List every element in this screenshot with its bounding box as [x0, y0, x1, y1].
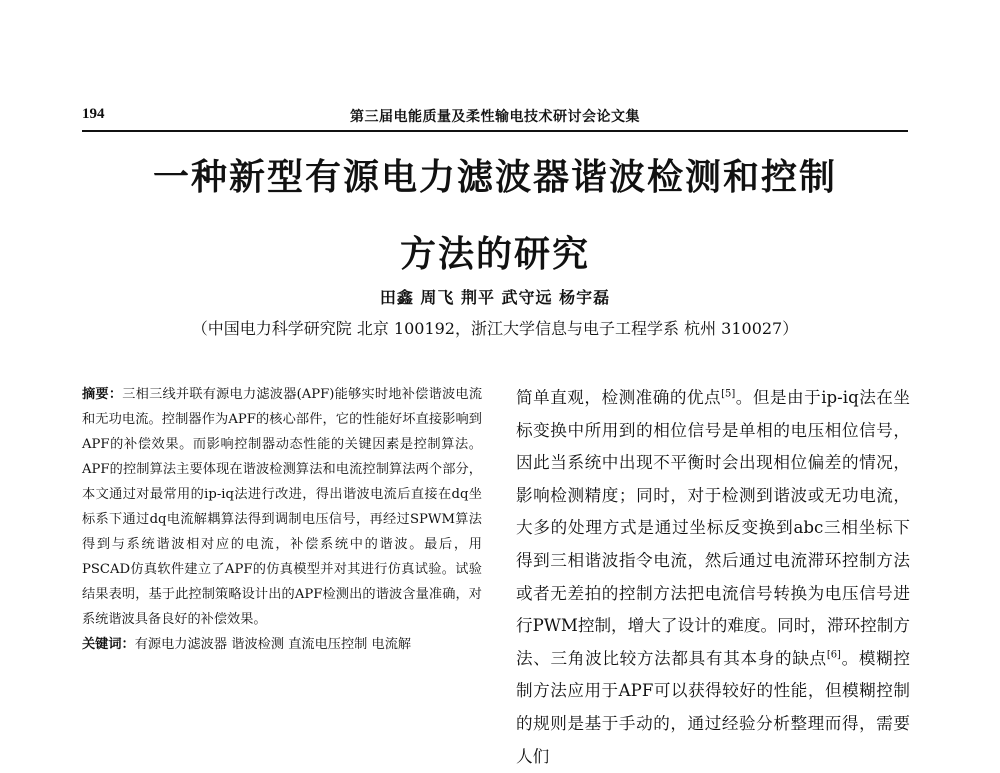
abstract [82, 382, 482, 632]
keywords [82, 632, 482, 657]
paper-title-line-1: 一种新型有源电力滤波器谐波检测和控制 [152, 157, 837, 198]
right-column [516, 382, 910, 773]
body-paragraph [516, 382, 910, 773]
body-text-1: 简单直观，检测准确的优点 [516, 388, 722, 407]
keywords-label: 关键词： [82, 637, 135, 652]
running-header-title: 第三届电能质量及柔性输电技术研讨会论文集 [350, 109, 640, 125]
abstract-label: 摘要： [82, 387, 123, 402]
left-column [82, 382, 482, 657]
body-text-2: 。但是由于ip-iq法在坐标变换中所用到的相位信号是单相的电压相位信号，因此当系统中出现不平衡时会出现相位偏差的情况，影响检测精度；同时，对于检测到谐波或无功电流，大多的处理方式是通过坐标反变换到abc三相坐标下得到三相谐波指令电流，然后通过电流滞环控制方法或者无差拍的控制方法把电流信号转换为电压信号进行PWM控制，增大了设计的难度。同时，滞环控制方法、三角波比较方法都具有其本身的缺点 [516, 388, 911, 668]
body-text-3: 。模糊控制方法应用于APF可以获得较好的性能，但模糊控制的规则是基于手动的，通过经验分析整理而得，需要人们 [516, 648, 911, 766]
running-header-bar [82, 106, 908, 132]
citation-6: [6] [826, 649, 841, 661]
affiliation: （中国电力科学研究院 北京 100192，浙江大学信息与电子工程学系 杭州 310027） [191, 319, 799, 338]
authors: 田鑫 周飞 荆平 武守远 杨宇磊 [379, 288, 611, 307]
page-number: 194 [82, 106, 105, 122]
citation-5: [5] [721, 388, 736, 400]
abstract-text: 三相三线并联有源电力滤波器(APF)能够实时地补偿谐波电流和无功电流。控制器作为APF的核心部件，它的性能好坏直接影响到APF的补偿效果。而影响控制器动态性能的关键因素是控制算法。APF的控制算法主要体现在谐波检测算法和电流控制算法两个部分，本文通过对最常用的ip-iq法进行改进，得出谐波电流后直接在dq坐标系下通过dq电流解耦算法得到调制电压信号，再经过SPWM算法得到与系统谐波相对应的电流，补偿系统中的谐波。最后，用PSCAD仿真软件建立了APF的仿真模型并对其进行仿真试验。试验结果表明，基于此控制策略设计出的APF检测出的谐波含量准确，对系统谐波具备良好的补偿效果。 [82, 387, 483, 627]
keywords-text: 有源电力滤波器 谐波检测 直流电压控制 电流解 [134, 637, 412, 652]
paper-title-line-2: 方法的研究 [399, 234, 590, 275]
